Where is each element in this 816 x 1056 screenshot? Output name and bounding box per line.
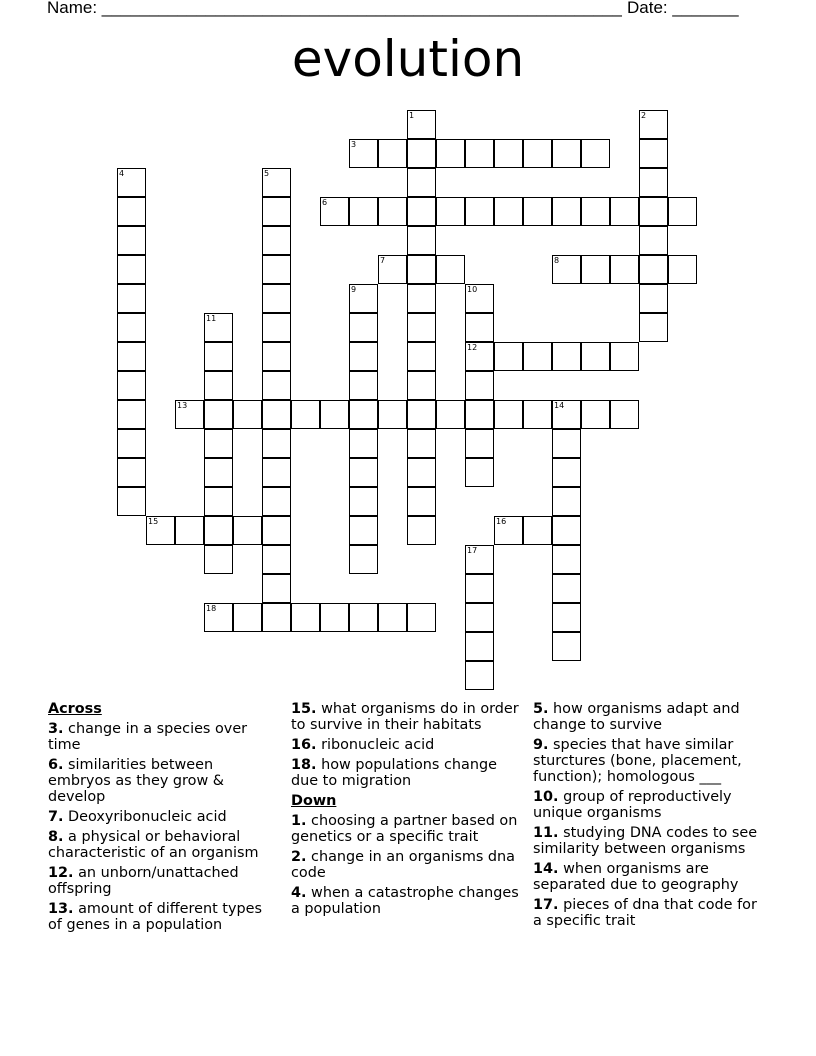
down-clue: [533, 825, 765, 857]
crossword-cell[interactable]: [407, 313, 436, 342]
crossword-cell[interactable]: [204, 371, 233, 400]
crossword-cell[interactable]: [378, 400, 407, 429]
crossword-cell[interactable]: [262, 255, 291, 284]
crossword-cell[interactable]: [262, 313, 291, 342]
crossword-cell[interactable]: [552, 400, 581, 429]
crossword-cell[interactable]: [378, 255, 407, 284]
crossword-cell[interactable]: [407, 197, 436, 226]
clue-text: studying DNA codes to see similarity between organisms: [533, 825, 758, 857]
down-clue-list-continued: [533, 701, 765, 929]
crossword-cell[interactable]: [262, 429, 291, 458]
clues-column-2: [291, 701, 523, 921]
clue-number-label: 16.: [291, 737, 317, 753]
crossword-cell[interactable]: [378, 603, 407, 632]
crossword-cell[interactable]: [436, 255, 465, 284]
crossword-cell[interactable]: [610, 255, 639, 284]
crossword-cell[interactable]: [639, 139, 668, 168]
clue-number-label: 10.: [533, 789, 559, 805]
crossword-cell[interactable]: [117, 313, 146, 342]
crossword-cell[interactable]: [407, 487, 436, 516]
crossword-cell[interactable]: [349, 284, 378, 313]
across-clue-list-continued: [291, 701, 523, 789]
crossword-cell[interactable]: [291, 400, 320, 429]
crossword-cell[interactable]: [465, 661, 494, 690]
crossword-cell[interactable]: [465, 400, 494, 429]
date-field[interactable]: Date: _______: [627, 0, 739, 17]
crossword-cell[interactable]: [262, 487, 291, 516]
clue-number-label: 6.: [48, 757, 64, 773]
crossword-cell[interactable]: [552, 139, 581, 168]
crossword-cell[interactable]: [407, 110, 436, 139]
crossword-cell[interactable]: [262, 371, 291, 400]
across-clue: [291, 737, 523, 753]
crossword-cell[interactable]: [407, 139, 436, 168]
crossword-cell[interactable]: [581, 400, 610, 429]
clue-number: 10: [467, 285, 478, 294]
puzzle-title: evolution: [291, 30, 525, 88]
clue-text: amount of different types of genes in a population: [48, 901, 262, 933]
crossword-cell[interactable]: [465, 545, 494, 574]
crossword-cell[interactable]: [349, 313, 378, 342]
down-clue: [291, 849, 523, 881]
crossword-cell[interactable]: [175, 400, 204, 429]
crossword-cell[interactable]: [465, 458, 494, 487]
crossword-cell[interactable]: [349, 487, 378, 516]
crossword-cell[interactable]: [117, 255, 146, 284]
crossword-cell[interactable]: [204, 342, 233, 371]
crossword-cell[interactable]: [349, 545, 378, 574]
crossword-cell[interactable]: [639, 197, 668, 226]
crossword-cell[interactable]: [639, 226, 668, 255]
crossword-cell[interactable]: [262, 226, 291, 255]
down-heading: Down: [291, 793, 337, 809]
clue-number: 15: [148, 517, 159, 526]
crossword-cell[interactable]: [494, 197, 523, 226]
crossword-cell[interactable]: [262, 400, 291, 429]
crossword-cell[interactable]: [494, 516, 523, 545]
crossword-cell[interactable]: [349, 342, 378, 371]
crossword-cell[interactable]: [407, 168, 436, 197]
clue-number: 9: [351, 285, 357, 294]
crossword-cell[interactable]: [262, 342, 291, 371]
crossword-cell[interactable]: [465, 371, 494, 400]
crossword-cell[interactable]: [436, 197, 465, 226]
crossword-cell[interactable]: [581, 197, 610, 226]
across-clue: [291, 701, 523, 733]
clue-number-label: 9.: [533, 737, 549, 753]
crossword-cell[interactable]: [262, 574, 291, 603]
crossword-cell[interactable]: [117, 226, 146, 255]
clue-number-label: 3.: [48, 721, 64, 737]
crossword-cell[interactable]: [523, 342, 552, 371]
clue-text: how organisms adapt and change to survive: [533, 701, 740, 733]
down-clue: [533, 789, 765, 821]
crossword-cell[interactable]: [204, 545, 233, 574]
clue-text: Deoxyribonucleic acid: [63, 809, 227, 825]
crossword-cell[interactable]: [639, 284, 668, 313]
across-clue: [291, 757, 523, 789]
clue-number: 11: [206, 314, 217, 323]
clue-number-label: 17.: [533, 897, 559, 913]
crossword-cell[interactable]: [349, 197, 378, 226]
crossword-cell[interactable]: [407, 400, 436, 429]
crossword-cell[interactable]: [233, 603, 262, 632]
crossword-cell[interactable]: [320, 603, 349, 632]
clue-text: a physical or behavioral characteristic of an organism: [48, 829, 259, 861]
crossword-cell[interactable]: [204, 487, 233, 516]
clue-text: pieces of dna that code for a specific trait: [533, 897, 757, 929]
crossword-cell[interactable]: [639, 110, 668, 139]
clue-number: 3: [351, 140, 357, 149]
clue-number: 13: [177, 401, 188, 410]
clue-number: 17: [467, 546, 478, 555]
clue-text: group of reproductively unique organisms: [533, 789, 732, 821]
crossword-cell[interactable]: [349, 400, 378, 429]
down-clue-list: [291, 813, 523, 917]
crossword-cell[interactable]: [523, 516, 552, 545]
crossword-cell[interactable]: [204, 313, 233, 342]
crossword-cell[interactable]: [639, 168, 668, 197]
down-clue: [533, 897, 765, 929]
crossword-cell[interactable]: [117, 284, 146, 313]
crossword-cell[interactable]: [407, 458, 436, 487]
clue-number: 4: [119, 169, 125, 178]
name-field[interactable]: Name: _______________________________________________________: [47, 0, 622, 17]
crossword-cell[interactable]: [117, 342, 146, 371]
crossword-cell[interactable]: [262, 603, 291, 632]
crossword-cell[interactable]: [465, 429, 494, 458]
clue-text: when a catastrophe changes a population: [291, 885, 519, 917]
crossword-cell[interactable]: [146, 516, 175, 545]
crossword-cell[interactable]: [639, 313, 668, 342]
crossword-cell[interactable]: [117, 197, 146, 226]
crossword-cell[interactable]: [552, 429, 581, 458]
crossword-cell[interactable]: [262, 458, 291, 487]
clue-number-label: 2.: [291, 849, 307, 865]
crossword-cell[interactable]: [436, 139, 465, 168]
crossword-cell[interactable]: [407, 226, 436, 255]
clue-number: 7: [380, 256, 386, 265]
crossword-cell[interactable]: [581, 139, 610, 168]
crossword-cell[interactable]: [117, 168, 146, 197]
crossword-cell[interactable]: [117, 487, 146, 516]
clue-number: 6: [322, 198, 328, 207]
clue-number-label: 13.: [48, 901, 74, 917]
clue-number: 12: [467, 343, 478, 352]
crossword-cell[interactable]: [523, 400, 552, 429]
across-clue: [48, 809, 280, 825]
crossword-cell[interactable]: [523, 139, 552, 168]
clue-text: similarities between embryos as they grow & develop: [48, 757, 225, 805]
crossword-cell[interactable]: [668, 255, 697, 284]
crossword-cell[interactable]: [552, 516, 581, 545]
clues-column-1: [48, 701, 280, 937]
crossword-cell[interactable]: [465, 603, 494, 632]
clue-number-label: 4.: [291, 885, 307, 901]
crossword-cell[interactable]: [349, 458, 378, 487]
clue-text: change in an organisms dna code: [291, 849, 516, 881]
clue-number: 16: [496, 517, 507, 526]
across-heading: Across: [48, 701, 102, 717]
crossword-cell[interactable]: [465, 197, 494, 226]
crossword-cell[interactable]: [349, 516, 378, 545]
crossword-cell[interactable]: [552, 255, 581, 284]
crossword-cell[interactable]: [349, 139, 378, 168]
crossword-cell[interactable]: [407, 371, 436, 400]
crossword-cell[interactable]: [465, 313, 494, 342]
down-clue: [291, 885, 523, 917]
crossword-cell[interactable]: [465, 139, 494, 168]
crossword-cell[interactable]: [494, 342, 523, 371]
clue-number: 8: [554, 256, 560, 265]
crossword-cell[interactable]: [117, 371, 146, 400]
clue-number-label: 15.: [291, 701, 317, 717]
crossword-cell[interactable]: [320, 197, 349, 226]
clue-number-label: 7.: [48, 809, 64, 825]
clue-number: 14: [554, 401, 565, 410]
across-clue: [48, 757, 280, 805]
crossword-cell[interactable]: [523, 197, 552, 226]
down-clue: [533, 737, 765, 785]
crossword-cell[interactable]: [233, 400, 262, 429]
crossword-cell[interactable]: [465, 574, 494, 603]
clue-text: when organisms are separated due to geography: [533, 861, 739, 893]
crossword-cell[interactable]: [262, 168, 291, 197]
across-clue: [48, 865, 280, 897]
crossword-cell[interactable]: [552, 574, 581, 603]
clue-text: species that have similar sturctures (bone, placement, function); homologous ___: [533, 737, 742, 785]
across-clue: [48, 901, 280, 933]
crossword-cell[interactable]: [407, 603, 436, 632]
crossword-cell[interactable]: [552, 458, 581, 487]
crossword-cell[interactable]: [204, 429, 233, 458]
crossword-cell[interactable]: [407, 284, 436, 313]
crossword-cell[interactable]: [117, 400, 146, 429]
down-clue: [533, 701, 765, 733]
clue-number: 18: [206, 604, 217, 613]
clue-text: an unborn/unattached offspring: [48, 865, 239, 897]
crossword-cell[interactable]: [668, 197, 697, 226]
crossword-cell[interactable]: [262, 284, 291, 313]
crossword-cell[interactable]: [610, 342, 639, 371]
crossword-cell[interactable]: [552, 545, 581, 574]
crossword-cell[interactable]: [320, 400, 349, 429]
crossword-cell[interactable]: [349, 603, 378, 632]
crossword-cell[interactable]: [552, 342, 581, 371]
crossword-cell[interactable]: [262, 516, 291, 545]
crossword-cell[interactable]: [552, 487, 581, 516]
clue-number-label: 12.: [48, 865, 74, 881]
crossword-cell[interactable]: [552, 197, 581, 226]
clue-text: ribonucleic acid: [316, 737, 435, 753]
crossword-cell[interactable]: [407, 342, 436, 371]
clue-number: 1: [409, 111, 415, 120]
clue-number-label: 8.: [48, 829, 64, 845]
across-clue-list: [48, 721, 280, 933]
crossword-cell[interactable]: [407, 516, 436, 545]
crossword-cell[interactable]: [349, 429, 378, 458]
crossword-cell[interactable]: [378, 197, 407, 226]
crossword-cell[interactable]: [610, 197, 639, 226]
down-clue: [291, 813, 523, 845]
clue-number: 5: [264, 169, 270, 178]
crossword-cell[interactable]: [552, 603, 581, 632]
crossword-cell[interactable]: [204, 400, 233, 429]
clue-number-label: 5.: [533, 701, 549, 717]
crossword-cell[interactable]: [639, 255, 668, 284]
crossword-cell[interactable]: [291, 603, 320, 632]
across-clue: [48, 721, 280, 753]
crossword-cell[interactable]: [436, 400, 465, 429]
crossword-cell[interactable]: [465, 284, 494, 313]
crossword-cell[interactable]: [117, 458, 146, 487]
crossword-cell[interactable]: [262, 545, 291, 574]
clue-text: change in a species over time: [48, 721, 248, 753]
crossword-cell[interactable]: [378, 139, 407, 168]
down-clue: [533, 861, 765, 893]
crossword-cell[interactable]: [262, 197, 291, 226]
clue-number-label: 11.: [533, 825, 559, 841]
clue-number-label: 1.: [291, 813, 307, 829]
crossword-cell[interactable]: [349, 371, 378, 400]
crossword-cell[interactable]: [175, 516, 204, 545]
across-clue: [48, 829, 280, 861]
crossword-cell[interactable]: [581, 255, 610, 284]
crossword-cell[interactable]: [494, 139, 523, 168]
crossword-cell[interactable]: [117, 429, 146, 458]
clue-number-label: 18.: [291, 757, 317, 773]
crossword-cell[interactable]: [610, 400, 639, 429]
crossword-cell[interactable]: [552, 632, 581, 661]
clue-number-label: 14.: [533, 861, 559, 877]
clues-column-3: [533, 701, 765, 933]
crossword-cell[interactable]: [233, 516, 262, 545]
clue-number: 2: [641, 111, 647, 120]
clue-text: how populations change due to migration: [291, 757, 497, 789]
crossword-cell[interactable]: [465, 342, 494, 371]
clue-text: what organisms do in order to survive in their habitats: [291, 701, 519, 733]
crossword-cell[interactable]: [407, 429, 436, 458]
crossword-cell[interactable]: [581, 342, 610, 371]
crossword-cell[interactable]: [494, 400, 523, 429]
crossword-cell[interactable]: [465, 632, 494, 661]
crossword-cell[interactable]: [204, 516, 233, 545]
clue-text: choosing a partner based on genetics or a specific trait: [291, 813, 518, 845]
crossword-cell[interactable]: [204, 603, 233, 632]
crossword-cell[interactable]: [407, 255, 436, 284]
crossword-cell[interactable]: [204, 458, 233, 487]
